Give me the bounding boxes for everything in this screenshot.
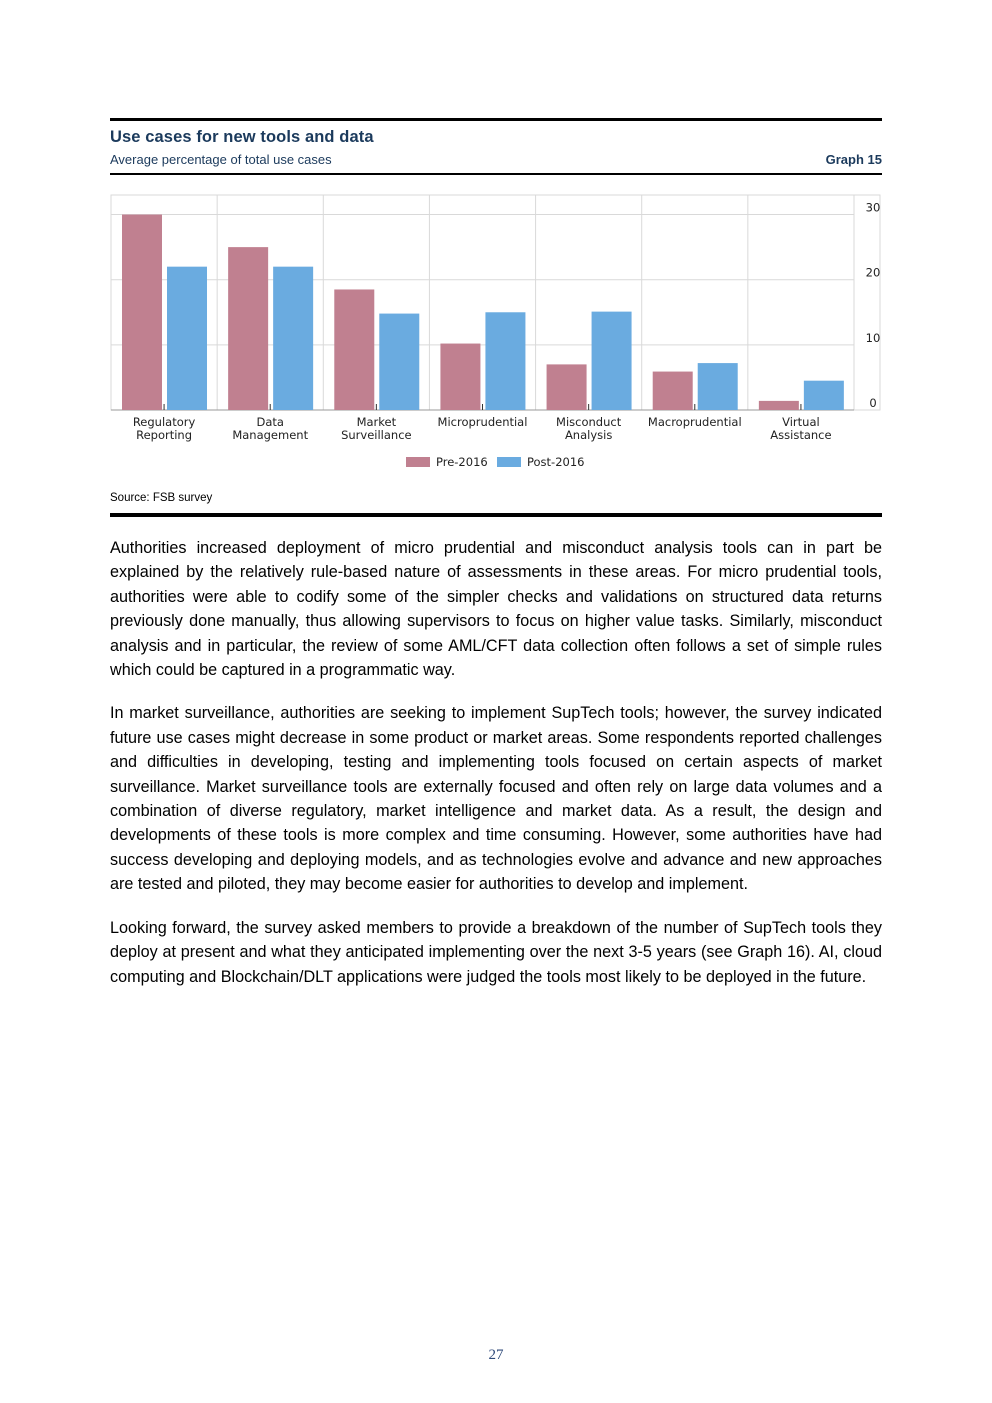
paragraph: Looking forward, the survey asked members to provide a breakdown of the number of SupTech tools they deploy at present and what they anticipated implementing over the next 3-5 years (see Graph 16). AI, cloud computing and Blockchain/DLT applications were judged the tools most likely to be deployed in the future. xyxy=(110,918,882,986)
bar xyxy=(759,401,799,410)
x-tick-label: Macroprudential xyxy=(647,415,742,429)
bar xyxy=(547,364,587,410)
x-tick-label: Analysis xyxy=(564,428,613,442)
x-tick-label: Misconduct xyxy=(556,415,622,429)
bar xyxy=(698,363,738,410)
bar xyxy=(379,314,419,410)
x-tick-label: Virtual xyxy=(782,415,820,429)
bar xyxy=(167,267,207,410)
y-tick-label: 20 xyxy=(865,265,881,280)
y-tick-label: 30 xyxy=(865,200,881,215)
bar-chart xyxy=(110,194,882,482)
bar xyxy=(228,247,268,410)
x-tick-label: Data xyxy=(256,415,284,429)
legend-label: Pre-2016 xyxy=(436,455,488,469)
graph-source: Source: FSB survey xyxy=(110,492,213,504)
bar xyxy=(485,312,525,410)
x-tick-label: Assistance xyxy=(770,428,832,442)
y-tick-label: 10 xyxy=(865,330,881,345)
x-tick-label: Management xyxy=(232,428,309,442)
bar xyxy=(273,267,313,410)
x-tick-label: Reporting xyxy=(136,428,193,442)
bar xyxy=(122,215,162,410)
legend-label: Post-2016 xyxy=(527,455,585,469)
legend-swatch xyxy=(406,457,430,467)
x-tick-label: Regulatory xyxy=(132,415,196,429)
bar xyxy=(804,381,844,410)
graph-subtitle: Average percentage of total use cases xyxy=(110,152,332,167)
body-text xyxy=(110,536,882,1008)
graph-number: Graph 15 xyxy=(825,152,882,167)
bar xyxy=(653,372,693,410)
paragraph: In market surveillance, authorities are seeking to implement SupTech tools; however, the survey indicated future use cases might decrease in some product or market areas. Some respondents reported challenges and difficulties in developing, testing and implementing tools focused on certain aspects of market surveillance. Market surveillance tools are externally focused and often rely on large data volumes and a combination of diverse regulatory, market intelligence and market data. As a result, the design and developments of these tools is more complex and time consuming. However, some authorities have had success developing and deploying models, and as technologies evolve and advance and new approaches are tested and piloted, they may become easier for authorities to develop and implement. xyxy=(110,704,882,894)
bar xyxy=(440,344,480,410)
bar xyxy=(334,289,374,410)
legend-swatch xyxy=(497,457,521,467)
page-number: 27 xyxy=(488,1347,504,1363)
x-tick-label: Market xyxy=(356,415,397,429)
paragraph: Authorities increased deployment of micro prudential and misconduct analysis tools can in part be explained by the relatively rule-based nature of assessments in these areas. For micro prudential tools, authorities were able to codify some of the simpler checks and validations on structured data returns previously done manually, thus allowing supervisors to focus on higher value tasks. Similarly, misconduct analysis and in particular, the review of some AML/CFT data collection often follows a set of simple rules which could be captured in a programmatic way. xyxy=(110,539,882,680)
graph-header xyxy=(110,118,882,175)
x-tick-label: Surveillance xyxy=(341,428,412,442)
graph-top-rule xyxy=(110,118,882,121)
graph-subtitle-row xyxy=(110,152,882,167)
bar xyxy=(592,312,632,410)
graph-bottom-rule xyxy=(110,513,882,517)
x-tick-label: Microprudential xyxy=(437,415,528,429)
y-tick-label: 0 xyxy=(869,396,877,410)
graph-header-rule xyxy=(110,173,882,175)
graph-title: Use cases for new tools and data xyxy=(110,128,374,146)
